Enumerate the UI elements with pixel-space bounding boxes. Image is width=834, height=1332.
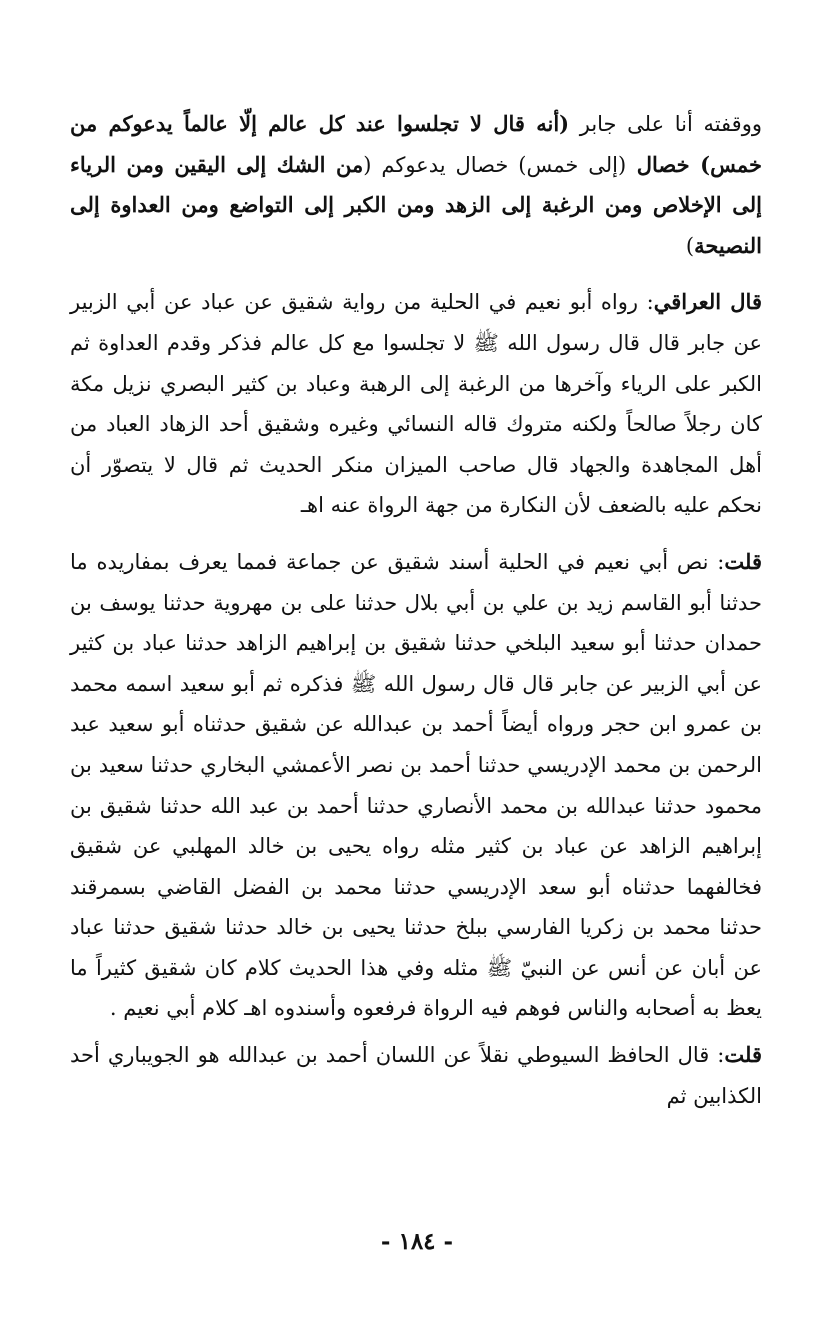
paragraph-text: : رواه أبو نعيم في الحلية من رواية شقيق عن عباد عن أبي الزبير عن جابر قال قال رسول الله ﷺ لا تجلسوا مع كل عالم فذكر وقدم العداوة ثم الكبر على الرياء وآخرها من الرغبة إلى الرهبة وعباد بن كثير البصري نزيل مكة كان رجلاً صالحاً ولكنه متروك قاله النسائي وغيره وشقيق أحد الزهاد العباد من أهل المجاهدة والجهاد قال صاحب الميزان منكر الحديث ثم قال لا يتصوّر أن نحكم عليه بالضعف لأن النكارة من جهة الرواة عنه اهـ (70, 290, 762, 518)
text-segment: خصال يدعوكم ( (363, 152, 519, 177)
paragraph-jabir-mawquf (70, 104, 762, 266)
hadith-text: من الشك إلى اليقين ومن الرياء إلى الإخلاص ومن الرغبة إلى الزهد ومن الكبر إلى التواضع ومن العداوة إلى النصيحة (70, 151, 762, 258)
paragraph-qultu-2 (70, 1035, 762, 1116)
paragraph-text: : قال الحافظ السيوطي نقلاً عن اللسان أحمد بن عبدالله هو الجويباري أحد الكذابين ثم (70, 1043, 762, 1108)
speaker-label: قال العراقي (653, 289, 762, 315)
paragraph-qultu-1 (70, 542, 762, 1029)
text-segment: ) (685, 233, 695, 258)
paragraph-iraqi (70, 282, 762, 526)
page-number: - ١٨٤ - (380, 1228, 454, 1255)
speaker-label: قلت (724, 1042, 762, 1068)
text-segment: ووقفته أنا على جابر (569, 112, 763, 136)
speaker-label: قلت (724, 548, 762, 574)
paragraph-text: : نص أبي نعيم في الحلية أسند شقيق عن جماعة فمما يعرف بمفاريده ما حدثنا أبو القاسم زيد بن علي بن أبي بلال حدثنا على بن مهروية حدثنا يوسف بن حمدان حدثنا أبو سعيد البلخي حدثنا شقيق بن إبراهيم الزاهد حدثنا عباد بن كثير عن أبي الزبير عن جابر قال قال رسول الله ﷺ فذكره ثم أبو سعيد اسمه محمد بن عمرو ابن حجر ورواه أيضاً أحمد بن عبدالله عن شقيق حدثناه أبو سعيد عبد الرحمن بن محمد الإدريسي حدثنا أحمد بن نصر الأعمشي البخاري حدثنا سعيد بن محمود حدثنا عبدالله بن محمد الأنصاري حدثنا أحمد بن عبد الله حدثنا شقيق بن إبراهيم الزاهد عن عباد بن كثير مثله رواه يحيى بن خالد المهلبي عن شقيق فخالفهما حدثناه أبو سعد الإدريسي حدثنا محمد بن الفضل القاضي بسمرقند حدثنا محمد بن زكريا الفارسي ببلخ حدثنا يحيى بن خالد حدثنا شقيق حدثنا عباد عن أبان عن أنس عن النبيّ ﷺ مثله وفي هذا الحديث كلام كان شقيق كثيراً ما يعظ به أصحابه والناس فوهم فيه الرواة فرفعوه وأسندوه اهـ كلام أبي نعيم . (70, 549, 762, 1021)
text-segment: (إلى خمس) (518, 152, 627, 177)
hadith-text: (أنه قال لا تجلسوا عند كل عالم إلّا عالماً يدعوكم من خمس) خصال (70, 111, 762, 177)
page-body (70, 104, 762, 1116)
